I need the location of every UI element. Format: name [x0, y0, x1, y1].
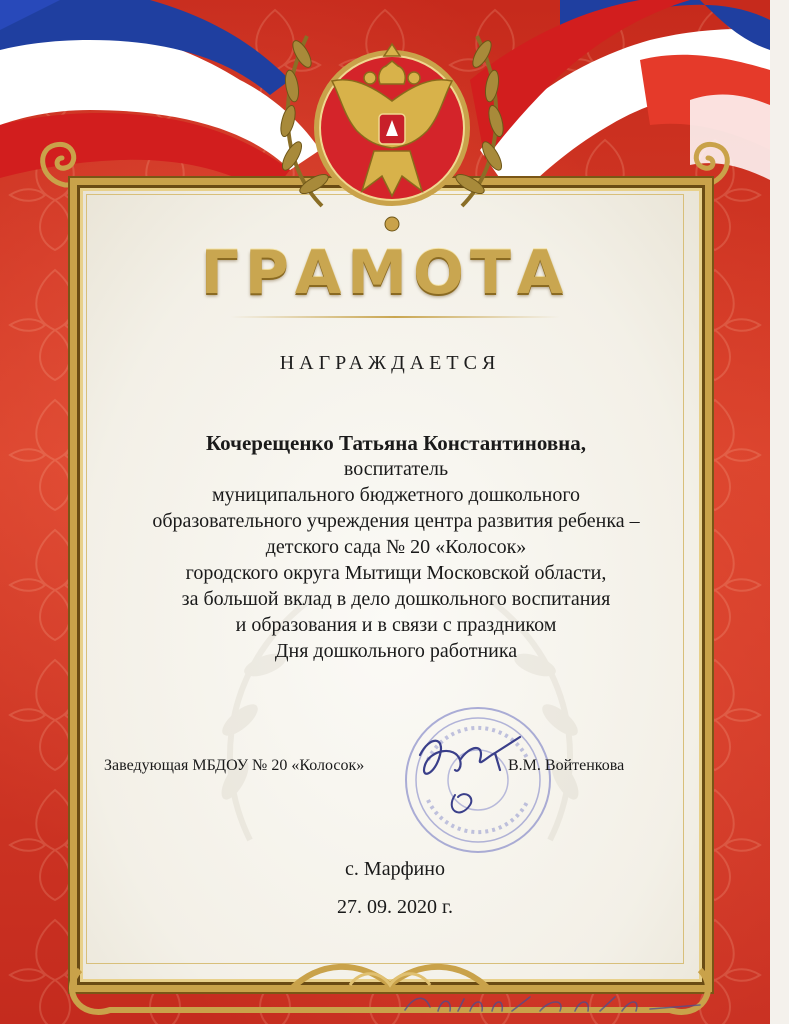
- handwritten-signature: [400, 725, 530, 825]
- body-line: и образования и в связи с праздником: [235, 614, 557, 636]
- certificate-title: ГРАМОТА: [200, 238, 570, 308]
- body-line: за большой вклад в дело дошкольного воспитания: [181, 588, 611, 610]
- body-line: муниципального бюджетного дошкольного: [211, 484, 581, 506]
- certificate-body: [100, 430, 692, 664]
- date: 27. 09. 2020 г.: [337, 896, 453, 918]
- signatory-title: Заведующая МБДОУ № 20 «Колосок»: [104, 757, 365, 774]
- body-line: городского округа Мытищи Московской области,: [185, 562, 607, 584]
- recipient-name: Кочерещенко Татьяна Константиновна,: [205, 431, 587, 455]
- handwritten-note: [400, 985, 730, 1021]
- title-underline: [230, 316, 560, 318]
- body-line: образовательного учреждения центра развития ребенка –: [152, 510, 640, 532]
- body-line: воспитатель: [343, 458, 449, 480]
- awarded-label: НАГРАЖДАЕТСЯ: [279, 352, 501, 374]
- body-line: Дня дошкольного работника: [274, 640, 518, 662]
- place: с. Марфино: [345, 858, 445, 880]
- body-line: детского сада № 20 «Колосок»: [265, 536, 527, 558]
- coat-of-arms-icon: [262, 6, 522, 238]
- signatory-name: В.М. Войтенкова: [508, 757, 625, 774]
